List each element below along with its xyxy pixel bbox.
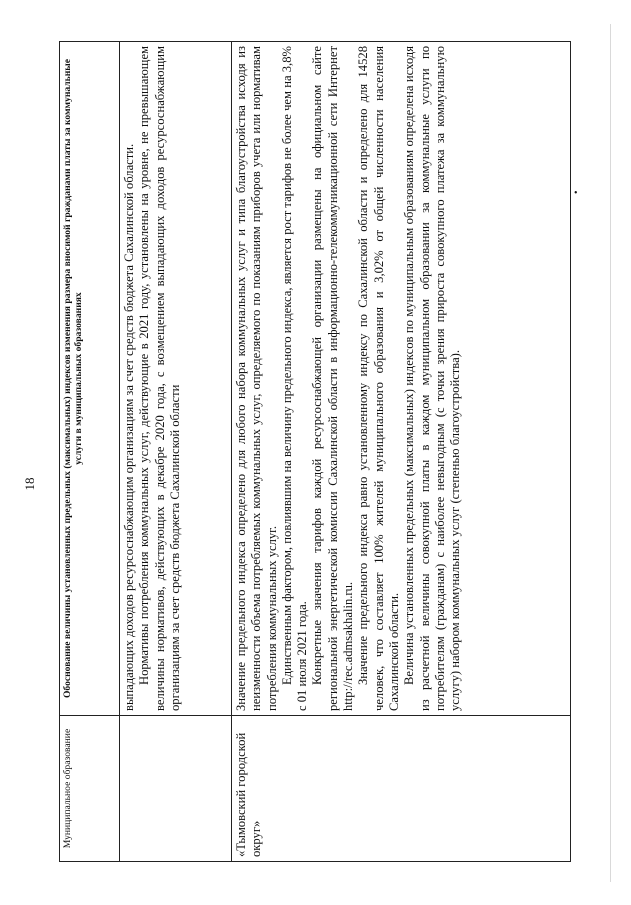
rotated-page-content (59, 42, 571, 862)
justification-cell (120, 42, 232, 716)
page-number: 18 (22, 477, 37, 491)
municipality-cell: «Тымовский городской округ» (232, 716, 571, 862)
index-justification-table (59, 41, 571, 862)
paragraph: Единственным фактором, повлиявшим на величину предельного индекса, является рост тарифов не более чем на 3,8% с 01 июля 2021 года. (279, 46, 310, 711)
table-header-row (60, 42, 120, 862)
paragraph: Значение предельного индекса определено для любого набора коммунальных услуг и типа благоустройства исходя из неизменности объема потребляемых коммунальных услуг, определяемого по показаниям приборов учета или нормативам потребления коммунальных услуг. (234, 46, 279, 711)
municipality-cell (120, 716, 232, 862)
header-justification: Обоснование величины установленных предельных (максимальных) индексов изменения размера вносимой гражданами платы за коммунальные услуги в муниципальных образованиях (60, 42, 120, 716)
paragraph: выпадающих доходов ресурсоснабжающим организациям за счет средств бюджета Сахалинской области. (122, 143, 136, 711)
paragraph: Нормативы потребления коммунальных услуг, действующие в 2021 году, установлены на уровне, не превышающем величины нормативов, действующих в декабре 2020 года, с возмещением выпадающих доходов ресурсоснабжающим организациям за счет средств бюджета Сахалинской области (137, 46, 182, 711)
paragraph: Значение предельного индекса равно установленному индексу по Сахалинской области и определено для 14528 человек, что составляет 100% жителей муниципального образования и 3,02% от общей численности населения Сахалинской области. (356, 46, 401, 711)
justification-cell (232, 42, 571, 716)
table-row (120, 42, 232, 862)
paragraph: Величина установленных предельных (максимальных) индексов по муниципальным образованиям определена исходя из расчетной величины совокупной платы в каждом муниципальном образовании за коммунальные услуги по потребителям (гражданам) с наиболее невыгодным (с точки зрения прироста совокупного платежа за коммунальную услугу) набором коммунальных услуг (степенью благоустройства). (402, 46, 463, 711)
table-row (232, 42, 571, 862)
scan-edge-line (610, 24, 611, 882)
header-municipality: Муниципальное образование (60, 716, 120, 862)
paragraph: Конкретные значения тарифов каждой ресурсоснабжающей организации размещены на официальном сайте региональной энергетической комиссии Сахалинской области в информационно-телекоммуникационной сети Интернет http://rec.admsakhalin.ru. (310, 46, 356, 711)
scan-speck: • (574, 188, 578, 199)
